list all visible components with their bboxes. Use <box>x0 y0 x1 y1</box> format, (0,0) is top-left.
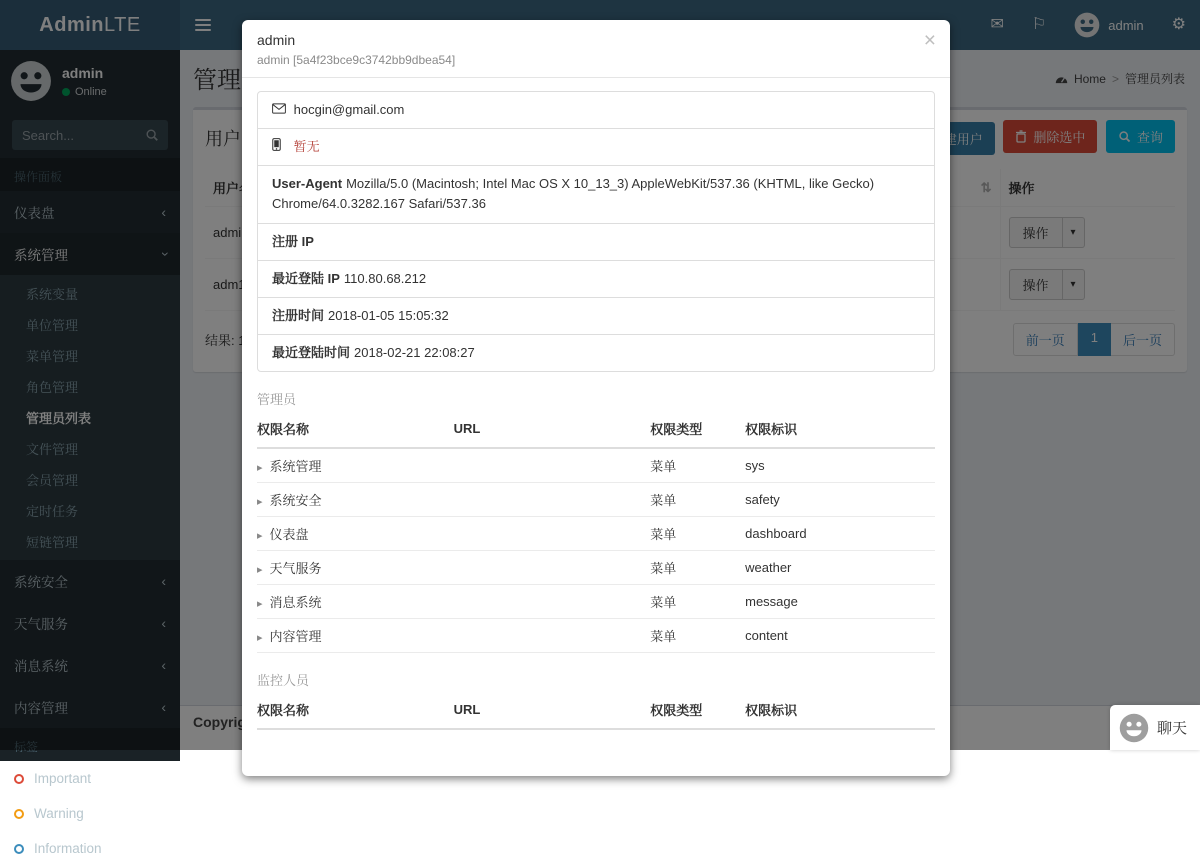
chat-widget-button[interactable] <box>1110 705 1200 750</box>
last-login-time-row <box>258 334 934 371</box>
caret-right-icon[interactable]: ▸ <box>257 530 263 543</box>
caret-right-icon[interactable]: ▸ <box>257 598 263 611</box>
email-row <box>258 92 934 128</box>
chat-label: 聊天 <box>1157 720 1188 737</box>
register-ip-row <box>258 223 934 260</box>
circle-o-icon <box>14 844 24 854</box>
sidebar-label-warning[interactable]: Warning <box>0 796 180 831</box>
circle-o-icon <box>14 809 24 819</box>
modal-body <box>242 78 950 776</box>
register-time-value: 2018-01-05 15:05:32 <box>328 307 449 323</box>
empty-table-space <box>257 730 935 756</box>
caret-right-icon[interactable]: ▸ <box>257 496 263 509</box>
envelope-icon <box>272 100 290 120</box>
mobile-icon <box>272 137 290 157</box>
smiley-icon <box>1119 713 1149 743</box>
perm-type-header: 权限类型 <box>650 410 745 448</box>
user-agent-row <box>258 165 934 222</box>
register-ip-label: 注册 IP <box>272 233 314 249</box>
permission-row: ▸ 内容管理 菜单 content <box>257 619 935 653</box>
last-login-ip-label: 最近登陆 IP <box>272 270 340 286</box>
caret-right-icon[interactable]: ▸ <box>257 564 263 577</box>
caret-right-icon[interactable]: ▸ <box>257 462 263 475</box>
register-time-label: 注册时间 <box>272 307 325 323</box>
admin-info-list <box>257 91 935 372</box>
user-agent-label: User-Agent <box>272 176 343 192</box>
last-login-time-value: 2018-02-21 22:08:27 <box>354 344 475 360</box>
last-login-time-label: 最近登陆时间 <box>272 344 351 360</box>
phone-row <box>258 128 934 165</box>
modal-title: admin <box>257 32 296 48</box>
permission-row: ▸ 消息系统 菜单 message <box>257 585 935 619</box>
perm-tag-header: 权限标识 <box>745 410 935 448</box>
monitor-permissions-table <box>257 691 935 730</box>
perm-url-header: URL <box>454 410 651 448</box>
perm-name-header: 权限名称 <box>257 410 454 448</box>
circle-o-icon <box>14 774 24 784</box>
modal-subtitle: admin [5a4f23bce9c3742bb9dbea54] <box>257 53 456 67</box>
caret-right-icon[interactable]: ▸ <box>257 632 263 645</box>
perm-name-header: 权限名称 <box>257 691 454 729</box>
sidebar-label-information[interactable]: Information <box>0 831 180 866</box>
section-title-admin-role: 管理员 <box>257 392 297 408</box>
section-title-monitor-role: 监控人员 <box>257 673 310 689</box>
modal-header <box>242 20 950 78</box>
permission-row: ▸ 系统管理 菜单 sys <box>257 448 935 483</box>
permission-row: ▸ 天气服务 菜单 weather <box>257 551 935 585</box>
user-agent-value: Mozilla/5.0 (Macintosh; Intel Mac OS X 10_13_3) AppleWebKit/537.36 (KHTML, like Gecko) Chrome/64.0.3282.167 Safari/537.36 <box>272 176 875 212</box>
admin-permissions-table <box>257 410 935 653</box>
perm-tag-header: 权限标识 <box>745 691 935 729</box>
perm-url-header: URL <box>454 691 651 729</box>
last-login-ip-value: 110.80.68.212 <box>343 270 427 286</box>
permission-row: ▸ 系统安全 菜单 safety <box>257 483 935 517</box>
permission-row: ▸ 仪表盘 菜单 dashboard <box>257 517 935 551</box>
phone-value: 暂无 <box>293 139 320 155</box>
close-icon[interactable]: × <box>923 29 936 52</box>
last-login-ip-row <box>258 260 934 297</box>
sidebar-label-important[interactable]: Important <box>0 761 180 796</box>
perm-type-header: 权限类型 <box>650 691 745 729</box>
admin-detail-modal <box>242 20 950 776</box>
email-value: hocgin@gmail.com <box>293 102 405 117</box>
register-time-row <box>258 297 934 334</box>
